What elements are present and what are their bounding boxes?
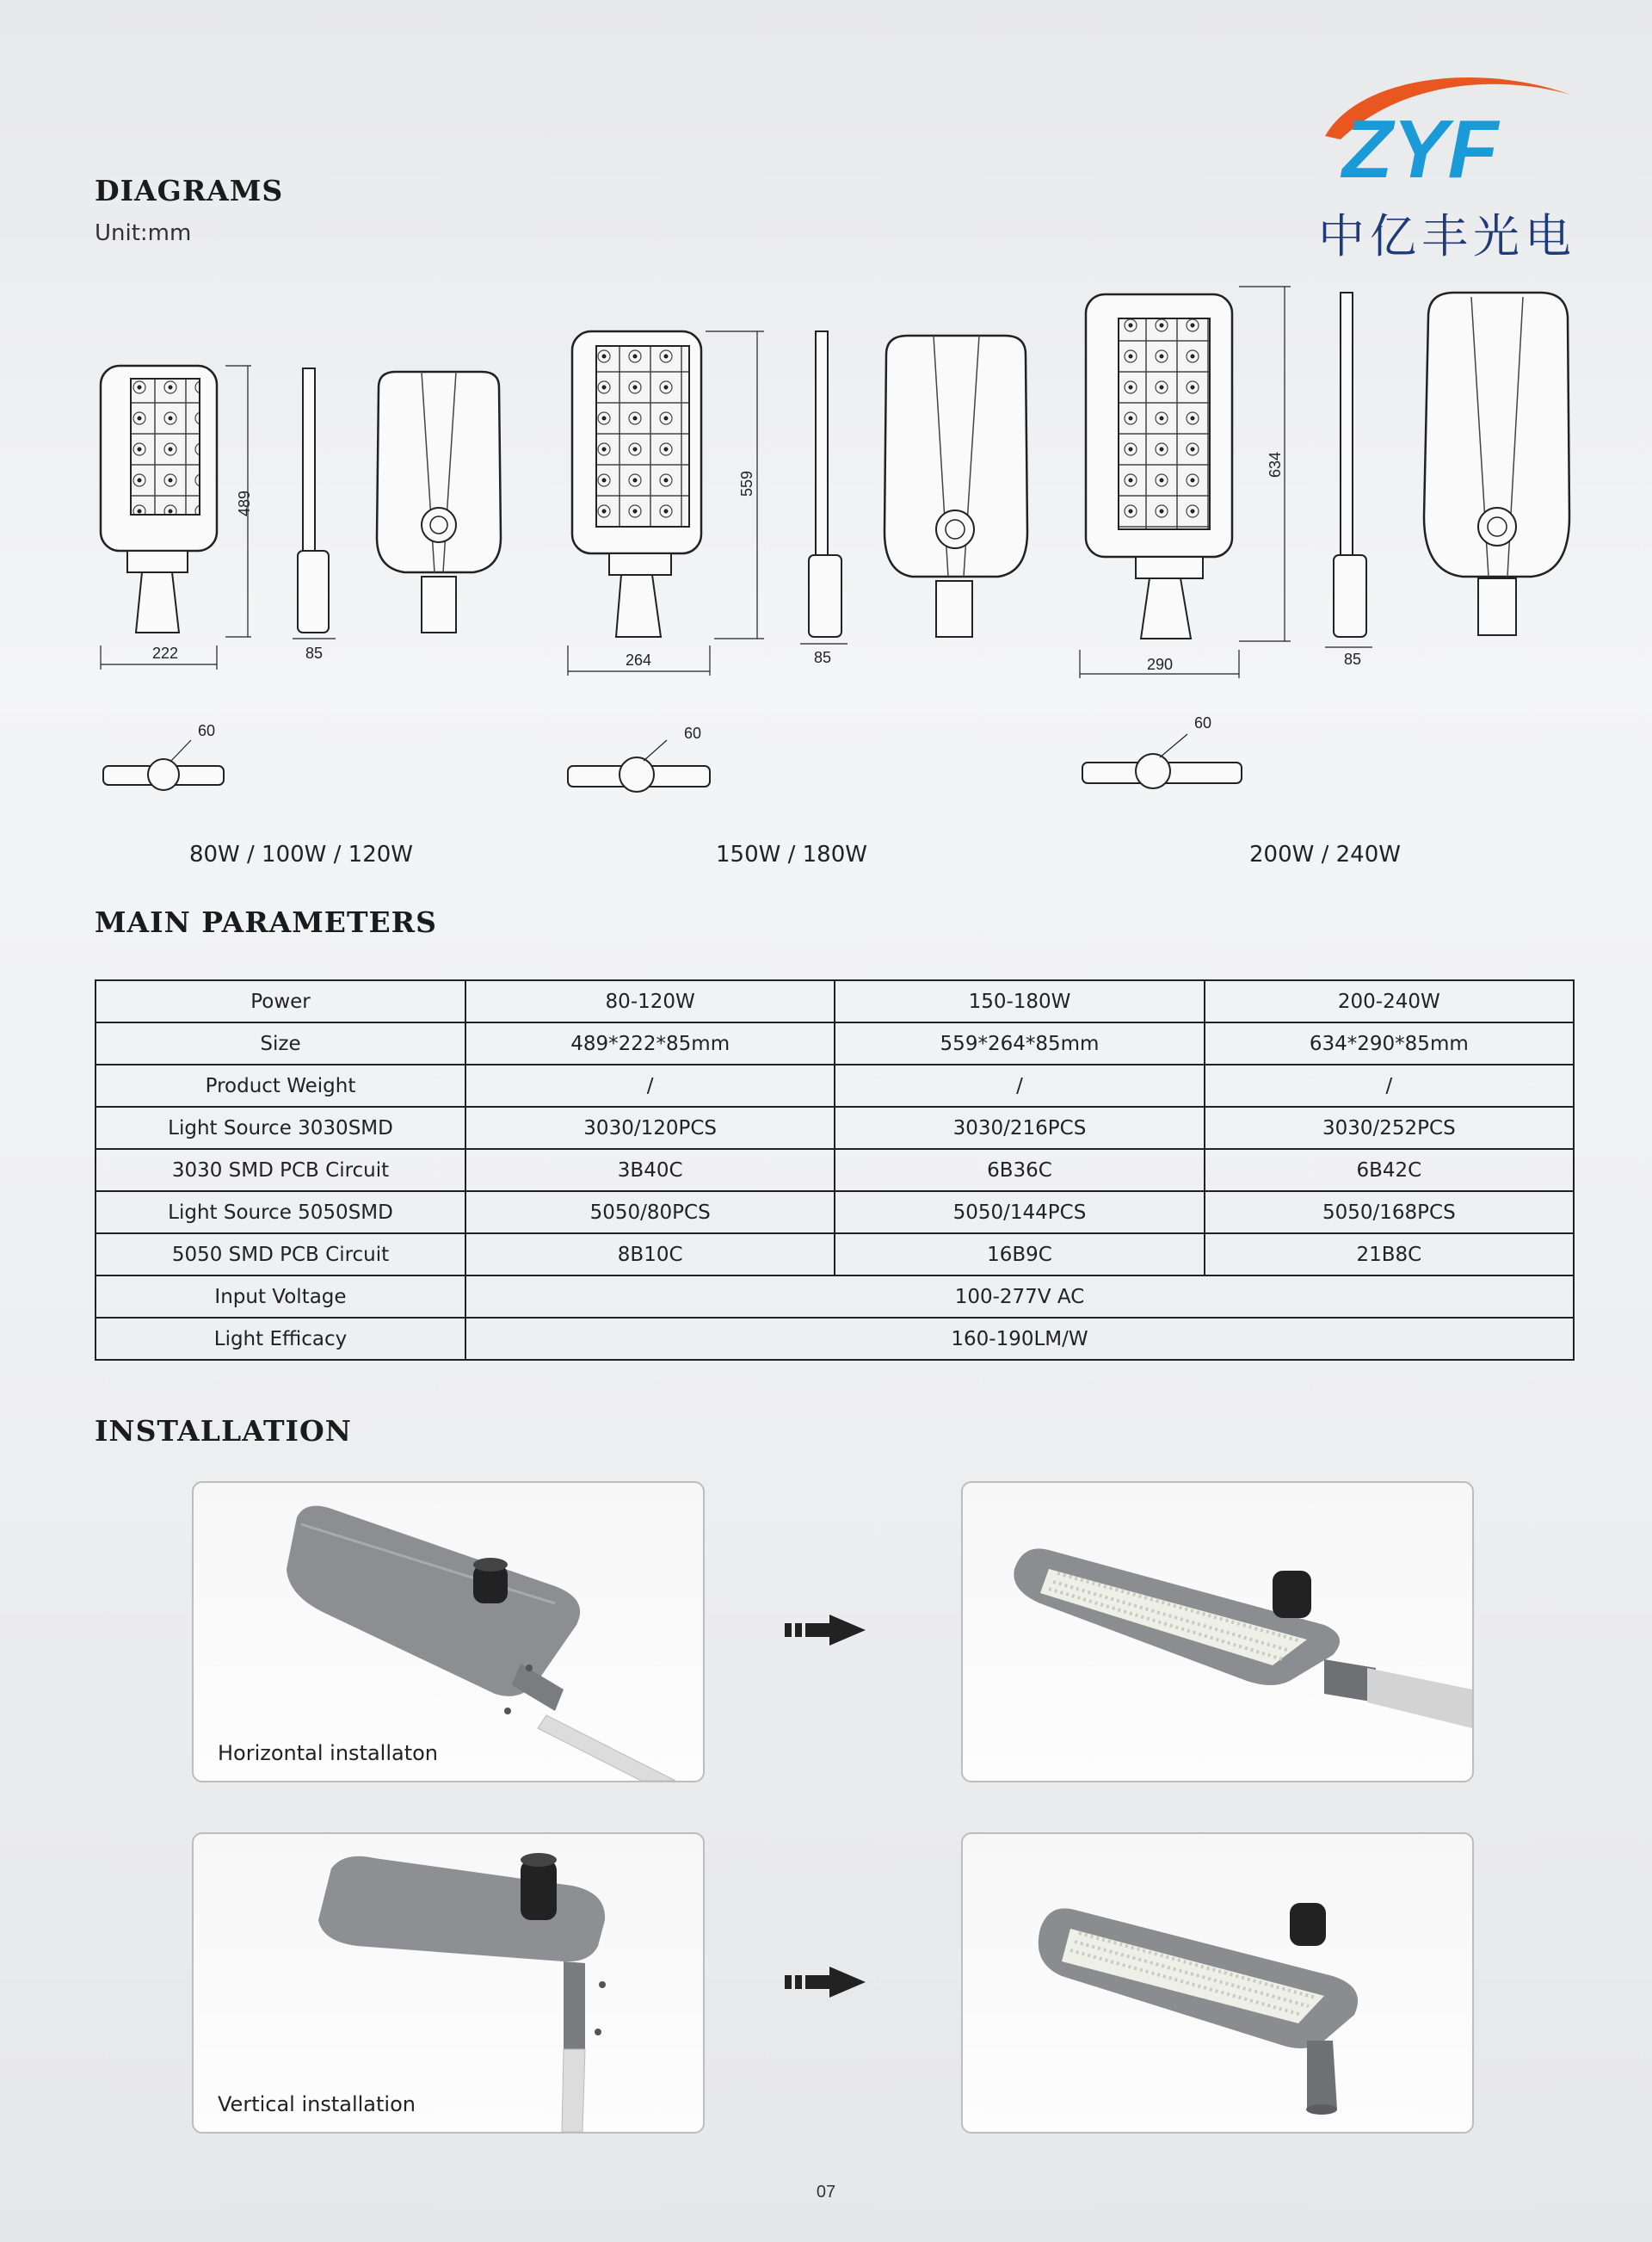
table-cell: 21B8C <box>1205 1233 1574 1275</box>
model-1-height-dimension <box>225 366 253 637</box>
model-1-height: 489 <box>236 490 253 517</box>
model-2-height: 559 <box>738 470 755 497</box>
model-2-pole: 60 <box>683 725 702 742</box>
table-cell: 3B40C <box>465 1149 835 1191</box>
table-row <box>96 1275 1574 1318</box>
dimension-diagrams <box>0 275 1652 895</box>
table-cell: 5050/144PCS <box>835 1191 1204 1233</box>
model-1-width-dimension <box>101 645 217 670</box>
parameters-title: MAIN PARAMETERS <box>95 905 437 939</box>
horizontal-install-illustration <box>194 1483 703 1781</box>
table-row <box>96 1233 1574 1275</box>
vertical-install-label: Vertical installation <box>218 2092 416 2116</box>
row-label: Light Source 3030SMD <box>96 1107 465 1149</box>
model-3-bottom-view <box>1082 714 1242 788</box>
model-1-front-view <box>101 366 217 633</box>
model-2-depth: 85 <box>813 649 832 666</box>
parameters-table <box>95 979 1575 1361</box>
diagrams-title: DIAGRAMS <box>95 174 284 207</box>
model-3-caption: 200W / 240W <box>1249 842 1401 868</box>
model-1-width: 222 <box>151 645 179 662</box>
horizontal-install-label: Horizontal installaton <box>218 1741 439 1765</box>
vertical-install-step-2 <box>961 1832 1474 2134</box>
page-number: 07 <box>816 2183 836 2202</box>
table-cell: 80-120W <box>465 980 835 1022</box>
model-2-width: 264 <box>625 652 652 669</box>
table-cell: / <box>465 1065 835 1107</box>
table-row <box>96 1065 1574 1107</box>
logo-latin: ZYF <box>1342 103 1499 195</box>
model-1-side-view <box>293 368 336 662</box>
model-3-front-view <box>1086 294 1232 639</box>
row-label: 3030 SMD PCB Circuit <box>96 1149 465 1191</box>
model-3-width: 290 <box>1146 656 1174 673</box>
table-cell: 5050/80PCS <box>465 1191 835 1233</box>
table-cell: 559*264*85mm <box>835 1022 1204 1065</box>
table-row <box>96 1149 1574 1191</box>
model-3-pole: 60 <box>1193 714 1212 732</box>
model-1-pole: 60 <box>197 722 216 739</box>
table-row <box>96 1191 1574 1233</box>
model-3-width-dimension <box>1080 650 1239 678</box>
row-label: Input Voltage <box>96 1275 465 1318</box>
model-1-back-view <box>377 372 501 633</box>
table-cell: 634*290*85mm <box>1205 1022 1574 1065</box>
vertical-install-step-1 <box>192 1832 705 2134</box>
table-cell: 16B9C <box>835 1233 1204 1275</box>
table-cell: 8B10C <box>465 1233 835 1275</box>
arrow-right-icon <box>783 1613 869 1652</box>
table-cell: 3030/216PCS <box>835 1107 1204 1149</box>
table-cell: 6B42C <box>1205 1149 1574 1191</box>
model-3-depth: 85 <box>1343 651 1362 668</box>
table-row <box>96 1318 1574 1360</box>
table-cell: 200-240W <box>1205 980 1574 1022</box>
table-cell-merged: 100-277V AC <box>465 1275 1574 1318</box>
table-row <box>96 980 1574 1022</box>
model-2-back-view <box>885 336 1027 637</box>
model-2-front-view <box>572 331 701 637</box>
row-label: Power <box>96 980 465 1022</box>
model-3-side-view <box>1325 293 1372 668</box>
horizontal-install-step-2 <box>961 1481 1474 1782</box>
model-2-bottom-view <box>568 725 710 792</box>
table-cell: 150-180W <box>835 980 1204 1022</box>
model-3-height-dimension <box>1239 287 1291 641</box>
row-label: Light Source 5050SMD <box>96 1191 465 1233</box>
table-cell: 5050/168PCS <box>1205 1191 1574 1233</box>
unit-label: Unit:mm <box>95 220 192 246</box>
row-label: Light Efficacy <box>96 1318 465 1360</box>
model-2-height-dimension <box>706 331 764 639</box>
logo-chinese: 中亿丰光电 <box>1318 209 1576 263</box>
model-2-caption: 150W / 180W <box>716 842 867 868</box>
table-cell-merged: 160-190LM/W <box>465 1318 1574 1360</box>
model-1-caption: 80W / 100W / 120W <box>188 842 414 868</box>
arrow-right-icon <box>783 1965 869 2004</box>
horizontal-install-step-1 <box>192 1481 705 1782</box>
horizontal-installed-illustration <box>963 1483 1472 1781</box>
row-label: Product Weight <box>96 1065 465 1107</box>
table-row <box>96 1022 1574 1065</box>
model-3-height: 634 <box>1267 451 1284 479</box>
table-cell: 6B36C <box>835 1149 1204 1191</box>
table-row <box>96 1107 1574 1149</box>
model-1-depth: 85 <box>305 645 324 662</box>
logo-mark-icon <box>1308 69 1600 195</box>
vertical-install-illustration <box>194 1834 703 2132</box>
table-cell: / <box>1205 1065 1574 1107</box>
table-cell: 489*222*85mm <box>465 1022 835 1065</box>
model-2-width-dimension <box>568 645 710 676</box>
model-1-bottom-view <box>103 722 224 790</box>
vertical-installed-illustration <box>963 1834 1472 2132</box>
table-cell: / <box>835 1065 1204 1107</box>
model-2-side-view <box>800 331 848 666</box>
table-cell: 3030/120PCS <box>465 1107 835 1149</box>
table-cell: 3030/252PCS <box>1205 1107 1574 1149</box>
installation-title: INSTALLATION <box>95 1414 352 1448</box>
model-3-back-view <box>1424 293 1569 635</box>
row-label: Size <box>96 1022 465 1065</box>
row-label: 5050 SMD PCB Circuit <box>96 1233 465 1275</box>
